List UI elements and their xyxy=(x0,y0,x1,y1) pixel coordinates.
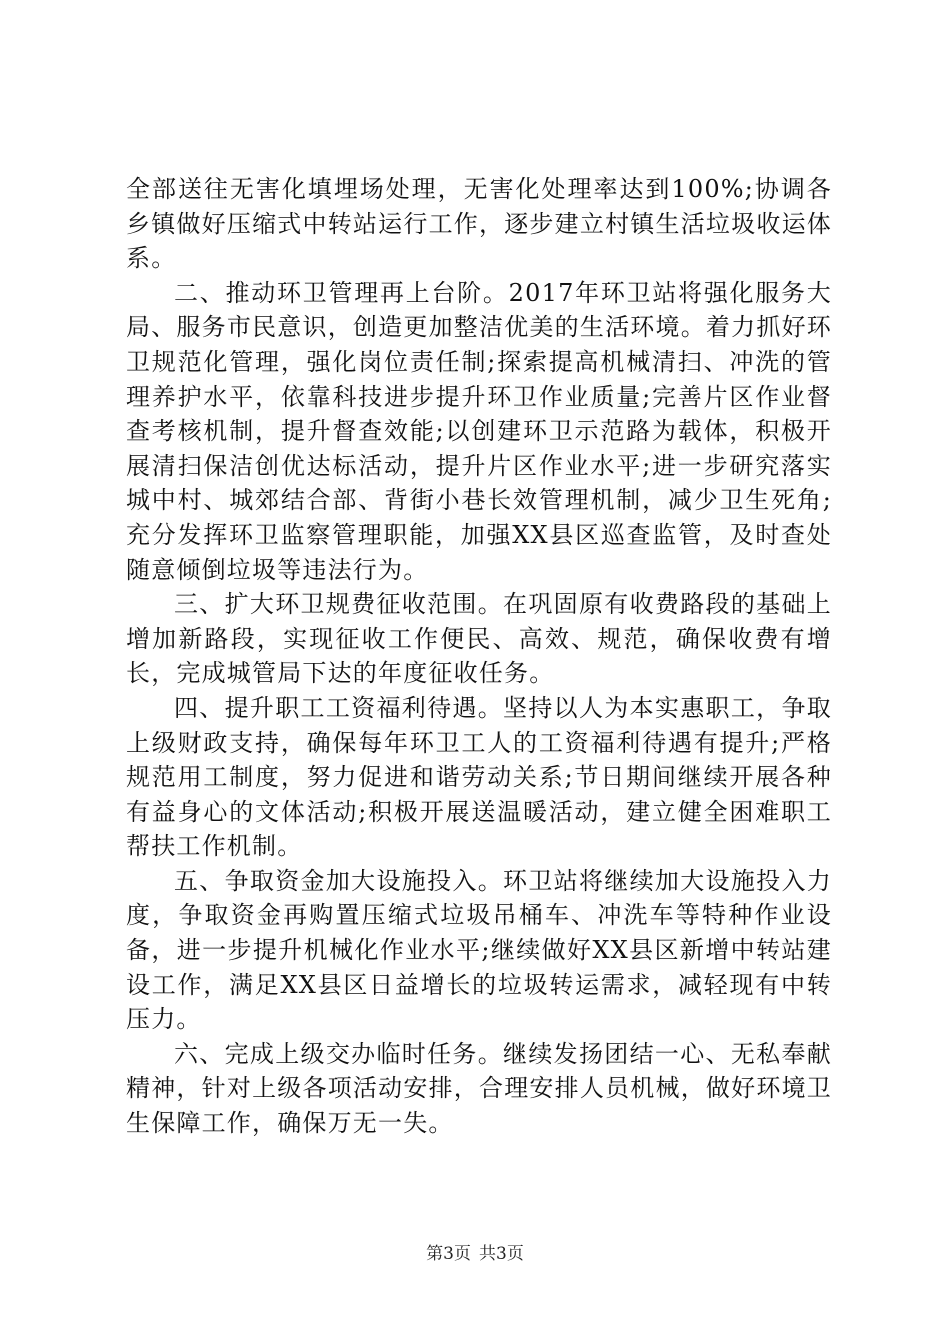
paragraph-section-2: 二、推动环卫管理再上台阶。2017年环卫站将强化服务大局、服务市民意识，创造更加整洁优美的生活环境。着力抓好环卫规范化管理，强化岗位责任制;探索提高机械清扫、冲洗的管理养护水平，依靠科技进步提升环卫作业质量;完善片区作业督查考核机制，提升督查效能;以创建环卫示范路为载体，积极开展清扫保洁创优达标活动，提升片区作业水平;进一步研究落实城中村、城郊结合部、背街小巷长效管理机制，减少卫生死角;充分发挥环卫监察管理职能，加强XX县区巡查监管，及时查处随意倾倒垃圾等违法行为。 xyxy=(126,278,832,584)
page-footer xyxy=(0,1244,950,1264)
paragraph-continuation: 全部送往无害化填埋场处理，无害化处理率达到100%;协调各乡镇做好压缩式中转站运行工作，逐步建立村镇生活垃圾收运体系。 xyxy=(126,175,832,273)
document-body xyxy=(126,172,832,1141)
paragraph-section-6: 六、完成上级交办临时任务。继续发扬团结一心、无私奉献精神，针对上级各项活动安排，合理安排人员机械，做好环境卫生保障工作，确保万无一失。 xyxy=(126,1039,832,1138)
paragraph-section-5: 五、争取资金加大设施投入。环卫站将继续加大设施投入力度，争取资金再购置压缩式垃圾吊桶车、冲洗车等特种作业设备，进一步提升机械化作业水平;继续做好XX县区新增中转站建设工作，满足XX县区日益增长的垃圾转运需求，减轻现有中转压力。 xyxy=(126,866,832,1034)
page-number: 第3页 xyxy=(426,1244,471,1264)
paragraph-section-4: 四、提升职工工资福利待遇。坚持以人为本实惠职工，争取上级财政支持，确保每年环卫工人的工资福利待遇有提升;严格规范用工制度，努力促进和谐劳动关系;节日期间继续开展各种有益身心的文体活动;积极开展送温暖活动，建立健全困难职工帮扶工作机制。 xyxy=(126,693,832,861)
page-total: 共3页 xyxy=(479,1244,524,1264)
paragraph-section-3: 三、扩大环卫规费征收范围。在巩固原有收费路段的基础上增加新路段，实现征收工作便民、高效、规范，确保收费有增长，完成城管局下达的年度征收任务。 xyxy=(126,590,832,688)
